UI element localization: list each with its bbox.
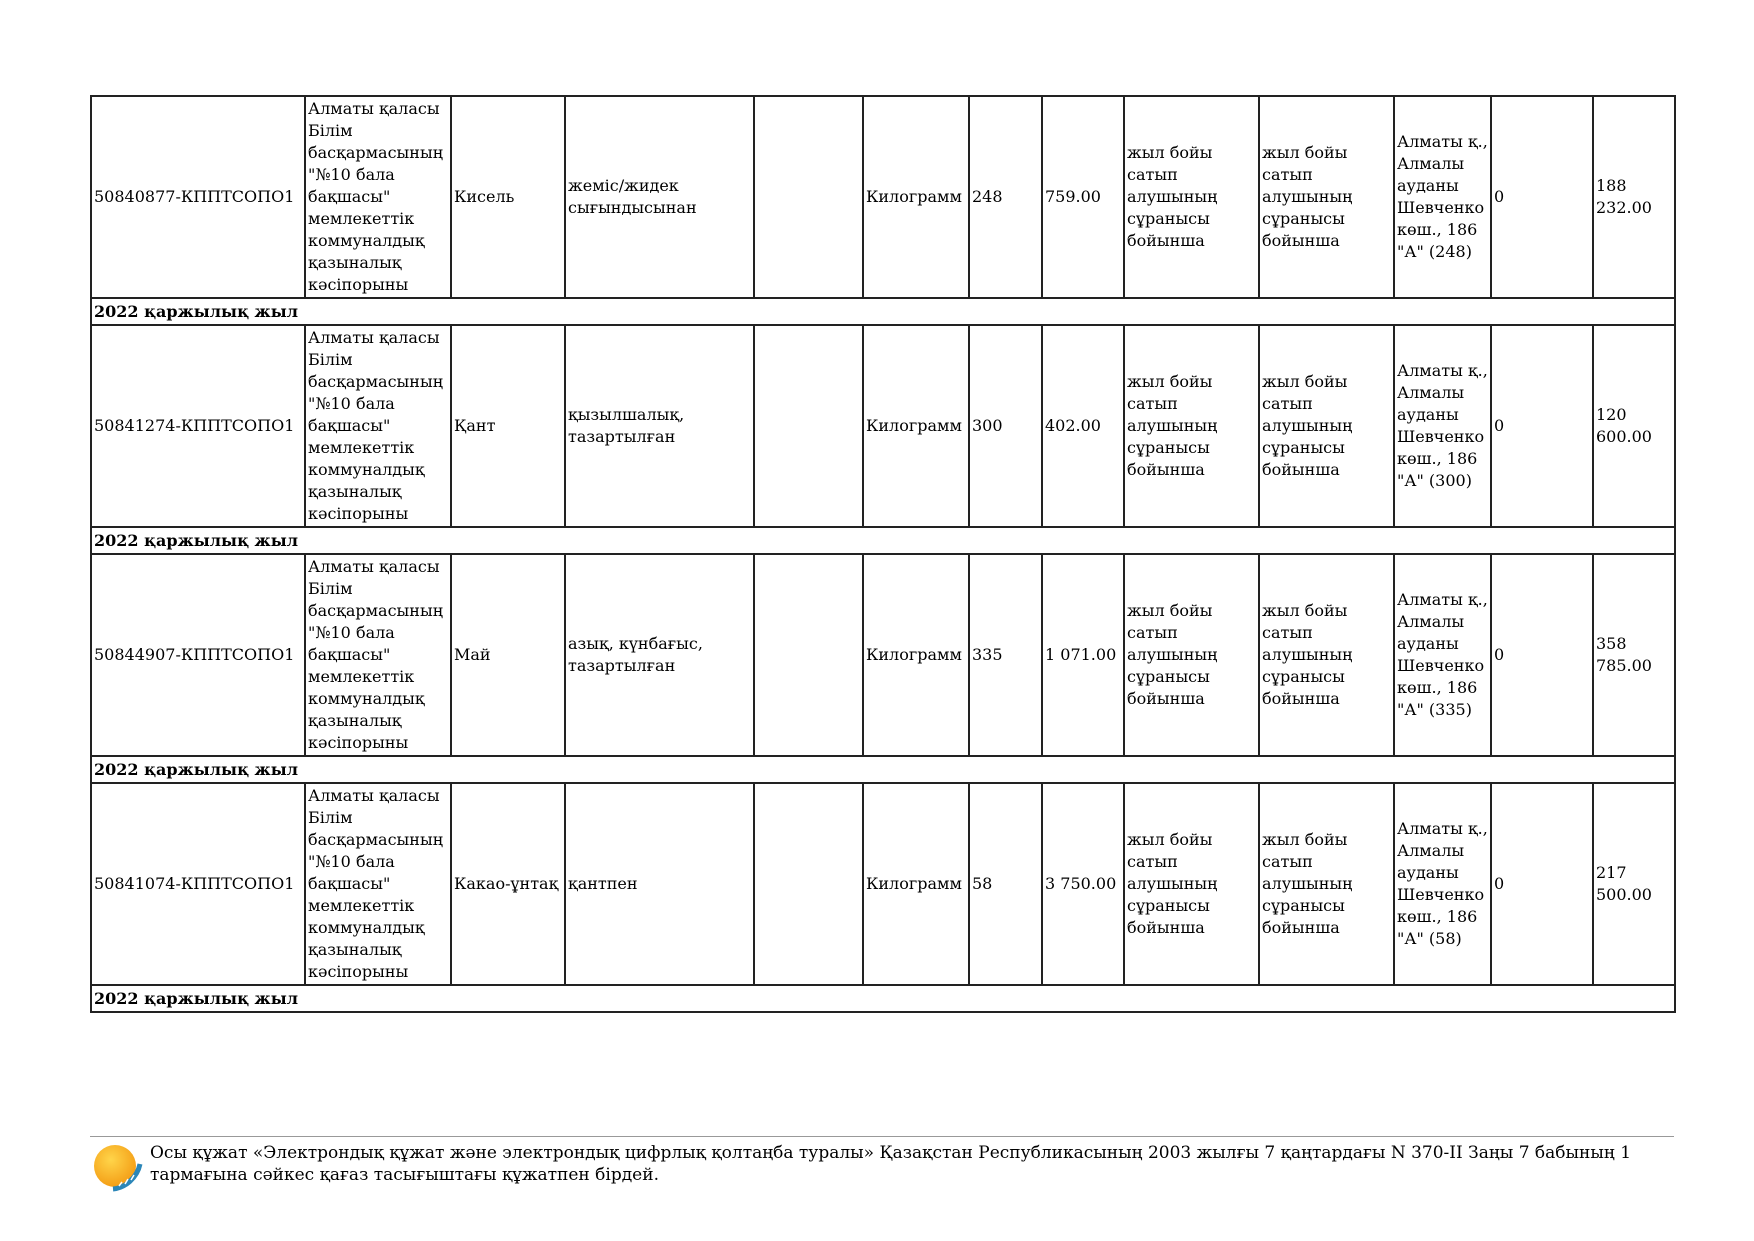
table-row: [91, 783, 1675, 985]
fiscal-year-label: 2022 қаржылық жыл: [91, 985, 1675, 1012]
customer-cell: Алматы қаласы Білім басқармасының "№10 бала бақшасы" мемлекеттік коммуналдық қазыналық кәсіпорыны: [305, 96, 451, 298]
quantity-cell: 58: [969, 783, 1042, 985]
delivery-term-cell: жыл бойы сатып алушының сұранысы бойынша: [1124, 554, 1259, 756]
lot-code-cell: 50844907-КППТСОПО1: [91, 554, 305, 756]
unit-price-cell: 1 071.00: [1042, 554, 1124, 756]
unit-cell: Килограмм: [863, 783, 969, 985]
delivery-place-cell: Алматы қ., Алмалы ауданы Шевченко көш., 186 "А" (58): [1394, 783, 1491, 985]
advance-payment-cell: 0: [1491, 554, 1593, 756]
fiscal-year-row: [91, 527, 1675, 554]
delivery-term-cell: жыл бойы сатып алушының сұранысы бойынша: [1124, 96, 1259, 298]
delivery-term-cell: жыл бойы сатып алушының сұранысы бойынша: [1124, 783, 1259, 985]
advance-payment-cell: 0: [1491, 325, 1593, 527]
additional-spec-cell: [754, 783, 863, 985]
delivery-schedule-cell: жыл бойы сатып алушының сұранысы бойынша: [1259, 325, 1394, 527]
delivery-place-cell: Алматы қ., Алмалы ауданы Шевченко көш., 186 "А" (248): [1394, 96, 1491, 298]
fiscal-year-row: [91, 985, 1675, 1012]
customer-cell: Алматы қаласы Білім басқармасының "№10 бала бақшасы" мемлекеттік коммуналдық қазыналық кәсіпорыны: [305, 783, 451, 985]
delivery-place-cell: Алматы қ., Алмалы ауданы Шевченко көш., 186 "А" (300): [1394, 325, 1491, 527]
fiscal-year-row: [91, 756, 1675, 783]
fiscal-year-label: 2022 қаржылық жыл: [91, 527, 1675, 554]
footer-divider: [90, 1136, 1674, 1137]
total-amount-cell: 358 785.00: [1593, 554, 1675, 756]
quantity-cell: 300: [969, 325, 1042, 527]
table-row: [91, 554, 1675, 756]
item-name-cell: Қант: [451, 325, 565, 527]
quantity-cell: 335: [969, 554, 1042, 756]
unit-price-cell: 759.00: [1042, 96, 1124, 298]
item-description-cell: азық, күнбағыс, тазартылған: [565, 554, 754, 756]
lot-code-cell: 50840877-КППТСОПО1: [91, 96, 305, 298]
table-row: [91, 96, 1675, 298]
item-description-cell: қызылшалық, тазартылған: [565, 325, 754, 527]
delivery-schedule-cell: жыл бойы сатып алушының сұранысы бойынша: [1259, 783, 1394, 985]
total-amount-cell: 120 600.00: [1593, 325, 1675, 527]
footer-legal-notice: Осы құжат «Электрондық құжат және электрондық цифрлық қолтаңба туралы» Қазақстан Республикасының 2003 жылғы 7 қаңтардағы N 370-II Заңы 7 бабының 1 тармағына сәйкес қағаз тасығыштағы құжатпен бірдей.: [150, 1143, 1632, 1185]
advance-payment-cell: 0: [1491, 96, 1593, 298]
delivery-place-cell: Алматы қ., Алмалы ауданы Шевченко көш., 186 "А" (335): [1394, 554, 1491, 756]
additional-spec-cell: [754, 96, 863, 298]
total-amount-cell: 188 232.00: [1593, 96, 1675, 298]
quantity-cell: 248: [969, 96, 1042, 298]
unit-price-cell: 3 750.00: [1042, 783, 1124, 985]
procurement-plan-table: [90, 95, 1676, 1013]
item-name-cell: Кисель: [451, 96, 565, 298]
customer-cell: Алматы қаласы Білім басқармасының "№10 бала бақшасы" мемлекеттік коммуналдық қазыналық кәсіпорыны: [305, 325, 451, 527]
delivery-term-cell: жыл бойы сатып алушының сұранысы бойынша: [1124, 325, 1259, 527]
unit-cell: Килограмм: [863, 325, 969, 527]
total-amount-cell: 217 500.00: [1593, 783, 1675, 985]
fiscal-year-row: [91, 298, 1675, 325]
delivery-schedule-cell: жыл бойы сатып алушының сұранысы бойынша: [1259, 554, 1394, 756]
lot-code-cell: 50841074-КППТСОПО1: [91, 783, 305, 985]
additional-spec-cell: [754, 554, 863, 756]
item-name-cell: Май: [451, 554, 565, 756]
additional-spec-cell: [754, 325, 863, 527]
customer-cell: Алматы қаласы Білім басқармасының "№10 бала бақшасы" мемлекеттік коммуналдық қазыналық кәсіпорыны: [305, 554, 451, 756]
item-description-cell: жеміс/жидек сығындысынан: [565, 96, 754, 298]
unit-cell: Килограмм: [863, 96, 969, 298]
lot-code-cell: 50841274-КППТСОПО1: [91, 325, 305, 527]
unit-price-cell: 402.00: [1042, 325, 1124, 527]
item-name-cell: Какао-ұнтақ: [451, 783, 565, 985]
item-description-cell: қантпен: [565, 783, 754, 985]
advance-payment-cell: 0: [1491, 783, 1593, 985]
table-row: [91, 325, 1675, 527]
delivery-schedule-cell: жыл бойы сатып алушының сұранысы бойынша: [1259, 96, 1394, 298]
egov-sun-logo-icon: [93, 1142, 143, 1192]
fiscal-year-label: 2022 қаржылық жыл: [91, 756, 1675, 783]
fiscal-year-label: 2022 қаржылық жыл: [91, 298, 1675, 325]
unit-cell: Килограмм: [863, 554, 969, 756]
